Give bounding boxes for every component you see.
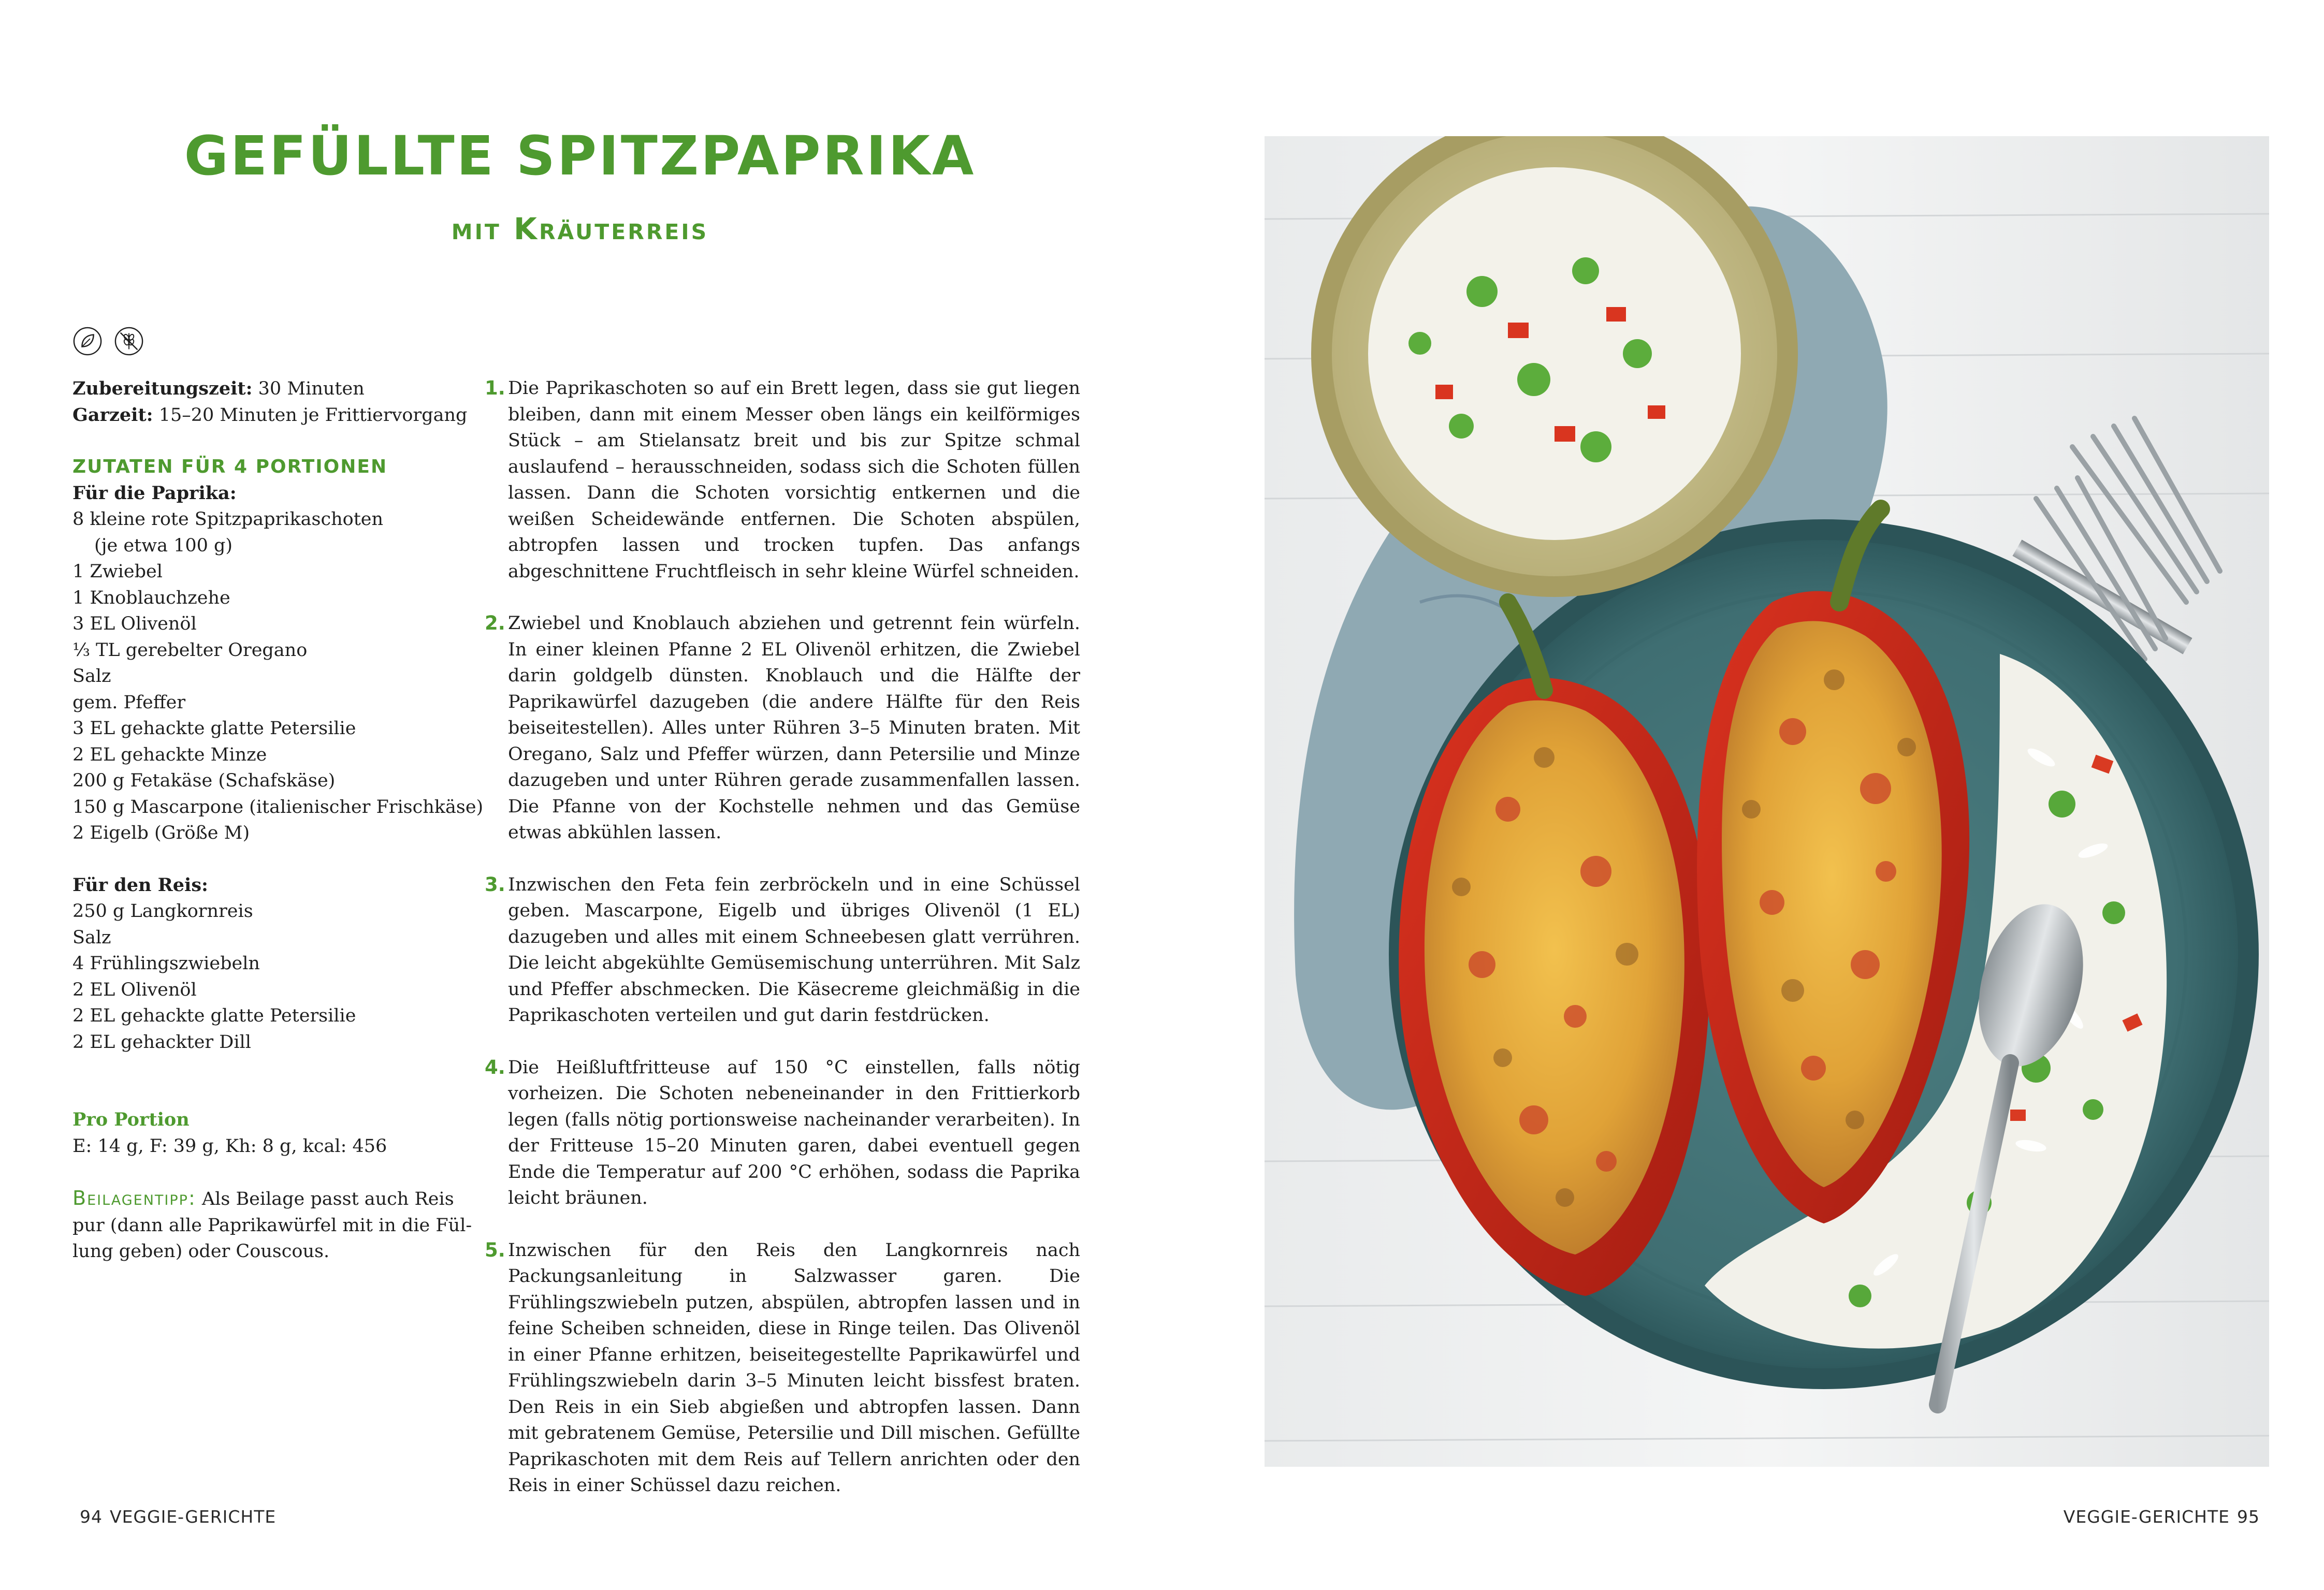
instruction-step (485, 1055, 1080, 1212)
prep-time: Zubereitungszeit: 30 Minuten (72, 378, 365, 399)
ingredient-item: 200 g Fetakäse (Schafskäse) (72, 770, 336, 791)
serving-tip (72, 1185, 487, 1265)
ingredient-item: 3 EL Olivenöl (72, 614, 197, 634)
ingredient-item: 2 Eigelb (Größe M) (72, 823, 250, 843)
section-name-right: VEGGIE-GERICHTE (2063, 1507, 2230, 1527)
ingredients-column (72, 376, 487, 1265)
section-name-left: VEGGIE-GERICHTE (110, 1507, 277, 1527)
cook-time: Garzeit: 15–20 Minuten je Frittiervorgang (72, 404, 468, 426)
ingredient-item: 3 EL gehackte glatte Petersilie (72, 718, 356, 739)
footer-left (72, 1507, 276, 1527)
step-text: Die Heißluftfritteuse auf 150 °C einstellen, falls nötig vorheizen. Die Schoten nebeneinander in den Frittierkorb legen (falls nötig portionsweise nacheinander verarbeiten). In der Fritteuse 15–20 Minuten garen, dabei eventuell gegen Ende die Temperatur auf 200 °C erhöhen, sodass die Paprika leicht bräunen. (508, 1057, 1080, 1208)
step-number: 1. (485, 377, 505, 399)
step-number: 4. (485, 1056, 505, 1078)
instruction-step (485, 1237, 1080, 1499)
step-text: Die Paprikaschoten so auf ein Brett legen, dass sie gut liegen bleiben, dann mit einem Messer oben längs ein keilförmiges Stück – am Stielansatz breit und bis zur Spitze schmal auslaufend – herausschneiden, sodass sich die Schoten füllen lassen. Dann die Schoten vorsichtig entkernen und die weißen Scheidewände entfernen. Die Schoten abspülen, abtropfen lassen und trocken tupfen. Das anfangs abgeschnittene Fruchtfleisch in sehr kleine Würfel schneiden. (508, 378, 1080, 582)
nutrition-value: E: 14 g, F: 39 g, Kh: 8 g, kcal: 456 (72, 1135, 387, 1157)
page-number-left: 94 (80, 1507, 103, 1527)
ingredient-item: 2 EL gehackte Minze (72, 744, 267, 765)
recipe-photo (1265, 136, 2269, 1467)
ingredient-item: Salz (72, 927, 111, 948)
instruction-step (485, 610, 1080, 846)
instruction-step (485, 872, 1080, 1029)
ingredient-item: 1 Knoblauchzehe (72, 587, 230, 608)
ingredient-item: 8 kleine rote Spitzpaprikaschoten (72, 509, 384, 530)
ingredients-heading: ZUTATEN FÜR 4 PORTIONEN (72, 456, 388, 477)
step-number: 2. (485, 612, 505, 634)
ingredient-item: 2 EL Olivenöl (72, 979, 197, 1000)
gluten-free-icon (114, 326, 144, 356)
rice-ingredient-list (72, 898, 487, 1055)
tip-label: Beilagentipp: (72, 1187, 196, 1209)
vegetarian-leaf-icon (72, 326, 103, 356)
ingredient-item: 250 g Langkornreis (72, 901, 253, 922)
stuffed-peppers-illustration (1265, 136, 2269, 1467)
recipe-subtitle: mit Kräuterreis (451, 211, 709, 246)
instruction-step (485, 375, 1080, 585)
ingredient-item: 2 EL gehackter Dill (72, 1031, 251, 1053)
instruction-steps (485, 375, 1080, 1525)
ingredient-item: 2 EL gehackte glatte Petersilie (72, 1005, 356, 1026)
rice-heading: Für den Reis: (72, 874, 208, 896)
ingredient-item: 1 Zwiebel (72, 561, 163, 582)
page-number-right: 95 (2237, 1507, 2260, 1527)
ingredient-item: gem. Pfeffer (72, 692, 186, 713)
step-number: 3. (485, 873, 505, 896)
step-text: Inzwischen den Feta fein zerbröckeln und in eine Schüssel geben. Mascarpone, Eigelb und übriges Olivenöl (1 EL) dazugeben und alles mit einem Schneebesen glatt verrühren. Die leicht abgekühlte Gemüsemischung unterrühren. Mit Salz und Pfeffer abschmecken. Die Käsecreme gleichmäßig in die Paprikaschoten verteilen und gut darin festdrücken. (508, 874, 1080, 1026)
ingredient-item: (je etwa 100 g) (94, 535, 233, 556)
paprika-heading: Für die Paprika: (72, 482, 237, 504)
diet-icons (72, 326, 144, 356)
nutrition-label: Pro Portion (72, 1109, 190, 1130)
ingredient-item: Salz (72, 666, 111, 687)
step-text: Inzwischen für den Reis den Langkornreis nach Packungsanleitung in Salzwasser garen. Die Frühlingszwiebeln putzen, abspülen, abtropfen lassen und in feine Scheiben schneiden, diese in Ringe teilen. Das Olivenöl in einer Pfanne erhitzen, beiseitegestellte Paprikawürfel und Frühlingszwiebeln darin 3–5 Minuten leicht bissfest braten. Den Reis in ein Sieb abgießen und abtropfen lassen. Dann mit gebratenem Gemüse, Petersilie und Dill mischen. Gefüllte Paprikaschoten mit dem Reis auf Tellern anrichten oder den Reis in einer Schüssel dazu reichen. (508, 1239, 1080, 1496)
ingredient-item: 150 g Mascarpone (italienischer Frischkäse) (72, 796, 484, 818)
step-text: Zwiebel und Knoblauch abziehen und getrennt fein würfeln. In einer kleinen Pfanne 2 EL Olivenöl erhitzen, die Zwiebel darin goldgelb dünsten. Knoblauch und die Hälfte der Paprikawürfel dazugeben (die andere Hälfte für den Reis beiseitestellen). Alles unter Rühren 3–5 Minuten braten. Mit Oregano, Salz und Pfeffer würzen, dann Petersilie und Minze dazugeben und unter Rühren gerade zusammenfallen lassen. Die Pfanne von der Kochstelle nehmen und das Gemüse etwas abkühlen lassen. (508, 613, 1080, 843)
paprika-ingredient-list (72, 559, 487, 847)
tip-text: Als Beilage passt auch Reis pur (dann alle Paprikawürfel mit in die Füllung geben) oder Couscous. (72, 1189, 472, 1262)
ingredient-item: 4 Frühlingszwiebeln (72, 953, 260, 974)
footer-right (2064, 1507, 2267, 1527)
recipe-title: GEFÜLLTE SPITZPAPRIKA (184, 124, 976, 187)
ingredient-item: ⅓ TL gerebelter Oregano (72, 639, 308, 661)
step-number: 5. (485, 1238, 505, 1261)
